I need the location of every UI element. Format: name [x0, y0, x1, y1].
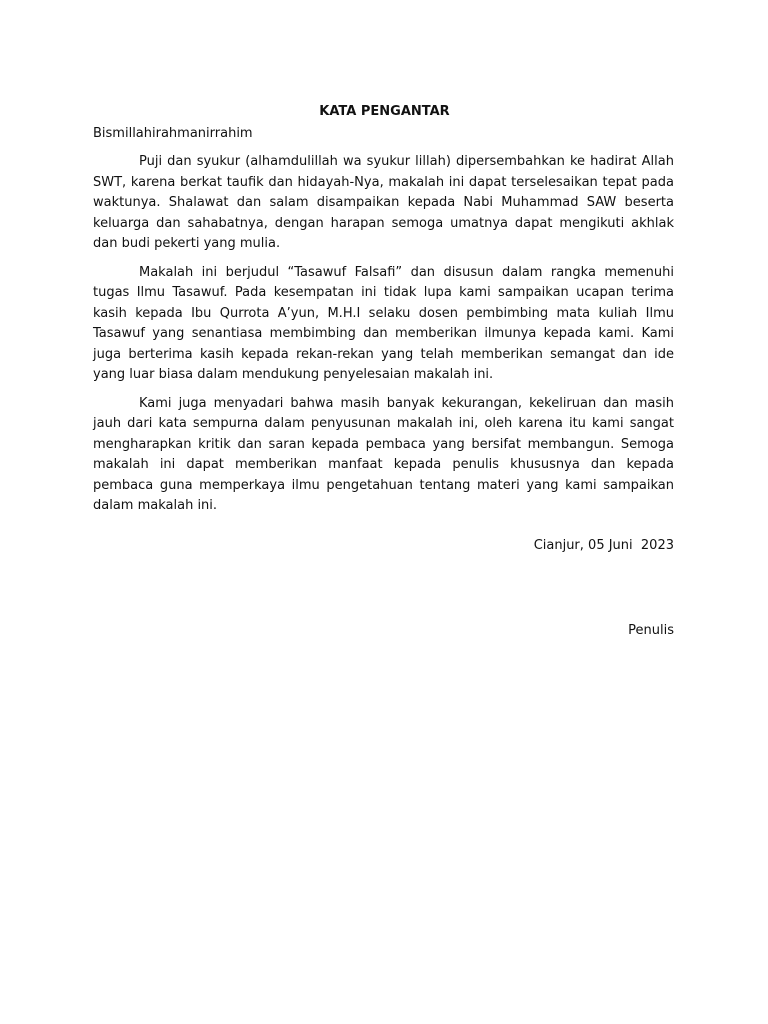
- salutation: Bismillahirahmanirrahim: [93, 126, 253, 141]
- signer-label: Penulis: [628, 623, 674, 638]
- paragraph-opening: Puji dan syukur (alhamdulillah wa syukur lillah) dipersembahkan ke hadirat Allah SWT, karena berkat taufik dan hidayah-Nya, makalah ini dapat terselesaikan tepat pada waktunya. Shalawat dan salam disampaikan kepada Nabi Muhammad SAW beserta keluarga dan sahabatnya, dengan harapan semoga umatnya dapat mengikuti akhlak dan budi pekerti yang mulia.: [93, 154, 674, 251]
- document-body: [93, 103, 674, 517]
- page-title: KATA PENGANTAR: [319, 104, 450, 119]
- paragraph-closing: Kami juga menyadari bahwa masih banyak kekurangan, kekeliruan dan masih jauh dari kata sempurna dalam penyusunan makalah ini, oleh karena itu kami sangat mengharapkan kritik dan saran kepada pembaca yang bersifat membangun. Semoga makalah ini dapat memberikan manfaat kepada penulis khususnya dan kepada pembaca guna memperkaya ilmu pengetahuan tentang materi yang kami sampaikan dalam makalah ini.: [93, 395, 674, 513]
- paragraph-acknowledgement: Makalah ini berjudul “Tasawuf Falsafi” dan disusun dalam rangka memenuhi tugas Ilmu Tasawuf. Pada kesempatan ini tidak lupa kami sampaikan ucapan terima kasih kepada Ibu Qurrota A’yun, M.H.I selaku dosen pembimbing mata kuliah Ilmu Tasawuf yang senantiasa membimbing dan memberikan ilmunya kepada kami. Kami juga berterima kasih kepada rekan-rekan yang telah memberikan semangat dan ide yang luar biasa dalam mendukung penyelesaian makalah ini.: [93, 264, 674, 382]
- place-date: Cianjur, 05 Juni 2023: [533, 538, 674, 553]
